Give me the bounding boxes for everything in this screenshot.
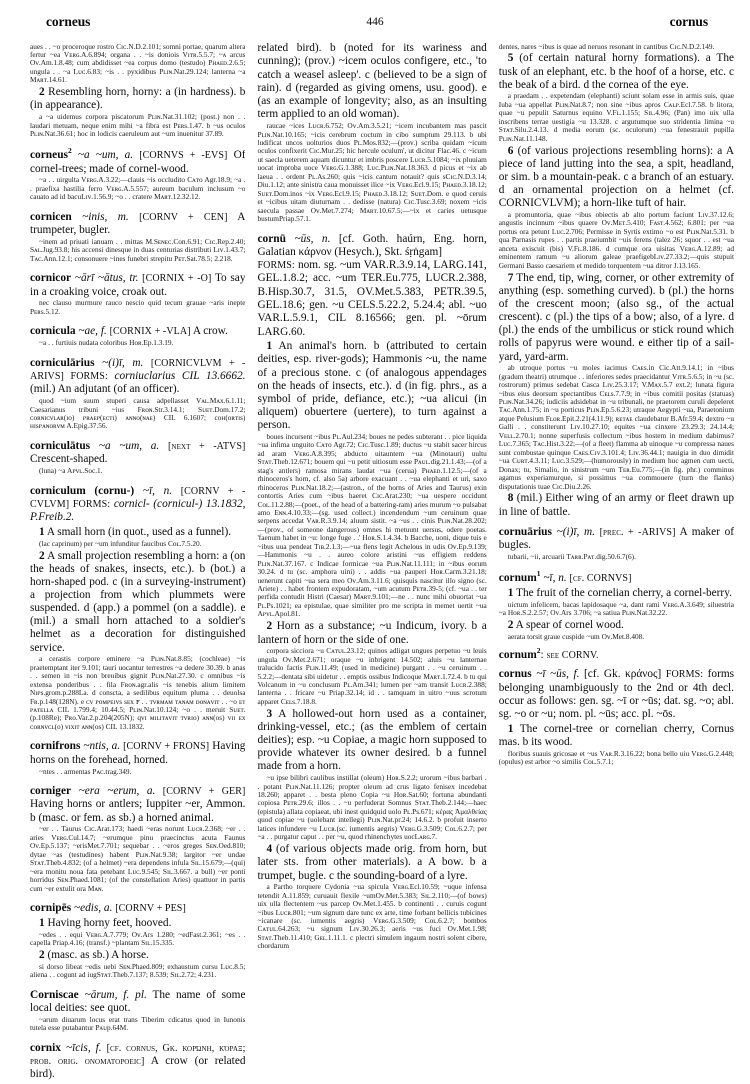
headword: cornicula (30, 325, 76, 338)
citation-block: a promuntoria, quae ~ibus obiectis ab alto portum faciunt Lɪᴠ.37.12.6; angustis incinnum ~ibus quaere Oᴠ.Mᴇᴛ.5.410; Fᴀsᴛ.4.562; 6.801; per ~ua portus ora petunt Lᴜᴄ.2.706; Permisse in Syrtis extimo ~o est Pʟɪɴ.Nat.5.31. b qua Parnasis rupes . . partis praeiumbit ~uis ferens (talez 26; squor . . est ~ua anceta exiscuit (bis) V.Fʟ.8.186. d cumque ora uisitas Vᴇʀɢ.A.12.89; ad eminentem ramum ~u aliorum galeae praefigebLɪᴠ.27.33.2;—quis stupuit Germani Basso caesariem et medido torquentem ~ua ditror J.13.165. (498, 209, 734, 270)
forms-label: FORMS: (72, 498, 111, 510)
sense-gloss: A small projection resembling a horn: a (on the heads of snakes, insects, etc.). b (bot.) a horn-shaped pod. c (in a surveying-instrument) a projection from which plummets were suspended. d (app.) a pommel (on a saddle). e (mil.) a small horn attached to a soldier's helmet as a decoration for distinguished service. (30, 549, 246, 654)
citation-block: boues incursent ~ibus Pʟ.Aul.234; boues ne pedes subterant . . pice liquida ~ua infima unguito Cᴀᴛᴏ Agr.72; Cɪᴄ.Tusc.1.89; ductus ~u stabit sacer hircus ad aram Vᴇʀɢ.A.8.395; abducto uitauntem ~ua (Minotauri) uultu Sᴛᴀᴛ.Theb.12.671; bouem qui ~u petit uitiosum esse Pᴀᴜʟ.dig.21.1.43;—(of a stag's antlers) ramosa mirans laudat ~ua (cerua) Pʜᴀᴇᴅ.1.12.5;—(of a rhinoceros's horn, cf. also 5a) arbore exacuant . . ~ua elephanti et uri, saxo rhinoceros Pʟɪɴ.Nat.18.2;—(astron., of the horns of Aries and Taurus) exin contortis Aries cum ~ibus haeret Cɪᴄ.Arat.230; ~ua uespere occidunt Cᴏʟ.11.2.88;—(poet., of the head of a battering-ram) aries murum ~o pulsabat amo Eɴɴ.4.10.33;—(sg. used collect.) incendendum ~um ceruinum quae serpens accedat Vᴀʀ.R.3.9.14; aluum sistit. ~a ~us . . cinis Pʟɪɴ.Nat.28.202;—(prov., of someone dangerous) omnes hi metuunt uersus, odere poetas. 'faenum habet in ~u: longe fuge . .' Hᴏʀ.S.1.4.34. b Bacche, uoni, dique tuis e ~ibus uua pendeat Tɪʙ.2.1.3;—~ua flens legit Achelous in udis Oᴠ.Ep.9.139;—Hammonis ~u . . aureo colore aristini ~us effigiem reddens Pʟɪɴ.Nat.37.167. c Indicae formicae ~ua Pʟɪɴ.Nat.11.111; in ~ibus eorum 30.24. d tu (sc. amphora uini) . . addis ~ua pauperi Hᴏʀ.Carm.3.21.18; uenerunt capiti ~ua sera meo Oᴠ.Am.3.11.6; quisquis nascitur illo signo (sc. Ariete) . . habet frontem expudoratam, ~um acutum Pᴇᴛʀ.39-5; (cf. ~ua . . ter perfida contudit Histri (Caesar) Mᴀʀᴛ.9.101;—ne . . nunc mihi obuortat ~ua Pʟ.Ps.1021; ea epistulae, quae similiter pro me scripta in memet uertit ~ua Aᴘᴠʟ.Apol.81. (257, 431, 487, 619)
sense-gloss: The fruit of the cornelian cherry, a cornel-berry. (516, 587, 732, 600)
citation-block: raucae ~ices Lᴜᴄʀ.6.752; Oᴠ.Am.3.5.21; ~icem incubantem mas pascit Pʟɪɴ.Nat.10.165; ~icis cerebrum coctum in cibo sumptum 29.113. b ubi ludificat uncos uolturios duos Pʟ.Mos.832;—(prov.) scriba quidam ~icum oculos confixerit Cɪᴄ.Mur.25; hic hercule oculum', ut dicitur Flac.46. c ~icum ut saecla ueterem aquam dicuntur et imbris poscere Lᴜᴄʀ.5.1084; ~ix pluuiam uocat improba uoce Vᴇʀɢ.G.1.388; Lᴜᴄ.Pʟɪɴ.Nat.18.363. d picus et ~ix ab laeua . . ordent Pʟ.As.260; quis ~icis cantum notauit? quis sCɪᴄ.N.D.3.14; Diu.1.12; ante sinistra caua monuisset ilice ~ix Vᴇʀɢ.Ecl.9.15; Pʜᴀᴇᴅ.3.18.12; Sᴜᴇᴛ.Dom.inos ~ix Vᴇʀɢ.Ecl.9.15; Pʜᴀᴇᴅ.3.18.12; Sᴜᴇᴛ.Dom. e quod ceruis et ~icibus uitam diuturnam . . dedisse (natura) Cɪᴄ.Tusc.3.69; noxem ~icis saecula passae Oᴠ.Met.7.274; Mᴀʀᴛ.10.67.5;—~ix et caries uetusque bustumPriap.57.1. (257, 121, 487, 224)
forms-label: FORMS: (665, 669, 704, 681)
definition: Of cornel-trees; made of cornel-wood. (30, 149, 246, 175)
sense-gloss: An animal's horn. b (attributed to certain deities, esp. river-gods); Hammonis ~u, the name of a precious stone. c (of analogous appendages on the heads of insects, etc.). d (in fig. phrs., as a symbol of pride, defiance, etc.); ~ua alicui (in aliquem) obuertere (uertere), to turn against a person. (257, 340, 487, 432)
sense-gloss: The cornel-tree or cornelian cherry, Cornus mas. b its wood. (498, 723, 734, 749)
headword: cornix (30, 1041, 62, 1054)
headword: corneus$^2$ (30, 146, 72, 162)
citation-block: a praedam . . expetendam (elephanti) sciunt solam esse in armis suis, quae Iuba ~ua appellat Pʟɪɴ.Nat.8.7; non sine ~ibus apros Cᴀʟᴘ.Ecl.7.58. b litora, quae ~u pepulit Saturnus equino V.Fʟ.1.155; Sɪʟ.4.96; (Pan) imo uix ulla inscribens terrae uestigia ~u 13.328. c argutumque suo stridentia limina ~u Sᴛᴀᴛ.Silu.2.4.13. d media eorum (sc. oculorum) ~ua fenestrauit pupilla Pʟɪɴ.Nat.11.148. (498, 91, 734, 143)
sense-text (257, 843, 486, 882)
sense-text (499, 52, 734, 91)
entry-corniculatus (30, 440, 245, 476)
etymology: [CORNV + PES] (115, 903, 186, 915)
headword: corniculārius (30, 356, 95, 369)
forms-note: forms belonging unambiguously to the 2nd or 4th decl. occur as follows: gen. sg. ~ī or ~ūs; dat. sg. ~o; abl. sg. ~o or ~u; nom. pl. ~ūs; acc. pl. ~ōs. (498, 668, 734, 721)
running-head (16, 14, 734, 36)
sense-gloss: Having horny feet, hooved. (47, 916, 172, 929)
continued-definition: related bird). b (noted for its wariness and cunning); (prov.) ~icem oculos configere, etc., 'to catch a weasel asleep'. c (believed to be a sign of rain). d (regarded as giving omens, usu. good). e (as an example of longevity; also, as an insulting term applied to an old woman). (257, 42, 487, 121)
sense-gloss: A small horn (in quot., used as a funnel). (46, 525, 232, 538)
entry-cornifrons (30, 740, 245, 776)
etymology: [CORNV + GER] (162, 785, 246, 797)
sense-number: 1 (39, 916, 45, 929)
sense-text (499, 272, 734, 364)
entry-cornum-1 (499, 570, 734, 641)
definition: A crow. (192, 325, 228, 338)
etymology: [CORNIX + -VLA] (109, 326, 191, 338)
citation-block: ab utroque portus ~u moles iacimus Cᴀᴇs.in Cic.Att.9.14.1; in ~ibus (gradum theatri) utrumque . . inferiores sedes praecidantur Vɪᴛʀ.5.6.5; in ~u (sc. rostrorum) primus sedebat Casca Lɪᴠ.25.3.17; V.Mᴀx.5.7 ext.2; lunata figura ~ibus eius deorsum spectantibus Cᴇʟs.7.7.9; in ~ibus comitii positas (statuas) Pʟɪɴ.Nat.34.26; iudiciis adsidebat in ~u tribunali, ne praetorem curuli depeleret Tᴀᴄ.Ann.1.75; in ~u porticus Pʟɪɴ.Ep.5.6.23; utraque Aegypti ~ua, Paraetonium atque Pelusium Fʟᴏʀ.Epit.2.21(4.11.9); ʀᴇᴛᴀᴇ claudebatur B.Afr.59.4; dextro ~u Galli . . constiterunt Lɪᴠ.10.27.10; equites ~ua cinxere 23.29.3; 24.14.4; Vᴇʟʟ.2.70.1; nonne superfusis collectum ~ibus hostem in medium dabimus? Lᴜᴄ.7.365; Tᴀᴄ.Hist.3.22;—(of a fleet) flamma ab uinoque ~u compressa naues sunt combustae quinque Cᴀᴇs.Cɪᴠ.3.101.4; Lɪᴠ.36.44.1; nauigia in duo dimidit ~ua Cᴜʀᴛ.4.3.11; Lᴜᴄ.3.529;—(humorously) in medium huc agmen cum uecti, Donax; tu, Simalio, in sinistrum ~um Tᴇʀ.Eu.775;—(in fig. phr.) comminus agamus experiamurque, si possimus ~ua commouere (turn the flanks) disputationis tuae Cɪᴄ.Diu.2.26. (498, 363, 734, 491)
headword: corniger (30, 784, 72, 797)
headword-superscript: 1 (536, 569, 541, 579)
citation-block: ~edes . . equi Vᴇʀɢ.A.7.779; Oᴠ.Ars 1.280; ~edFast.2.361; ~es . . capella Priap.4.16; (transf.) ~plantam Sɪʟ.15.335. (30, 929, 246, 948)
citation-block: ~arum diuarum locus erat trans Tiberim cdicatus quod in Iunonis tutela esse putabantur Pᴀᴜp.64M. (30, 1014, 246, 1033)
running-head-left: corneus (46, 14, 91, 29)
sense-text (30, 86, 245, 112)
citation-block: si dorso libeat ~edis uebi Sᴇɴ.Phaed.809; exhaustum cursu Lᴜᴄ.8.5; aliena . . cogunt ad iugSᴛᴀᴛ.Theb.7.137; 8.539; Sɪʟ.2.72; 4.231. (30, 961, 246, 980)
citation-block: ~a . . uirgulta Vᴇʀɢ.A.3.22;—clauis ~is occludito Cᴀᴛᴏ Agr.18.9; ~a . . praefixa hastilia ferro Vᴇʀɢ.A.5.557; aureum baculum inclusum ~o cauato ad id bacuLɪᴠ.1.56.9; ~o . . cratere Mᴀʀᴛ.12.32.12. (30, 175, 246, 202)
inflection: ~(i)ī, m. (556, 525, 595, 538)
citation-block: uictum infelicem, bacas lapidosaque ~a, dant rami Vᴇʀɢ.A.3.649; siluestria ~a Hᴏʀ.S.2.2.57; Oᴠ.Ars 3.706; ~a satiua Pʟɪɴ.Nat.32.22. (498, 599, 734, 618)
column-2 (257, 42, 486, 953)
inflection: ~ī, n. (142, 484, 173, 497)
sense-number: 7 (507, 271, 514, 284)
sense-number: 2 (39, 549, 45, 562)
entry-cornum-2: cornum$^2$: see CORNV. (498, 646, 599, 662)
etymology: [cf. cornus, Gk. κορώνη, κόραξ; prob. orig. onomatopoeic] (30, 1042, 246, 1067)
column-container (16, 42, 734, 1081)
etymology: [cf. Gk. κράνος] (584, 668, 662, 681)
page-number: 446 (366, 16, 384, 28)
headword: cornifrons (30, 740, 81, 753)
sense-number: 3 (266, 707, 273, 720)
forms-note: corniuclarius CIL 13.6662. (114, 370, 246, 383)
inflection: ~īcis, f. (66, 1041, 102, 1054)
inflection: ~era ~erum, a. (78, 784, 156, 797)
citation-block: a cerastis corpore eminere ~a Pʟɪɴ.Nat.8.85; (cochleae) ~is praetemptant iter 9.101; tauri uocantur terrestres ~a dedere 30.39. b anas . . semen in ~is non breuibus gignit Pʟɪɴ.Nat.27.30. c omnibus ~is extensa ponderibus . . fila Fʀᴏɴ.agr.alis ~is tenebis alium limitem Nɪᴘs.grom.p.288La. d conscta, a sedilibus equitum pluma . . deuolsa Fʀ.p.148(128N). e ᴄᴠ ᴘᴏᴍᴘᴇɪᴠs sᴇx ꜰ . . ᴛᴠʀᴍᴀᴍ ᴛᴀɴᴀᴍ ᴅᴏɴᴀᴠɪᴛ . . ~ᴏ ᴇᴛ ᴘᴀᴛᴇʟʟᴀ CIL 1.799.4; 10.44.5; Pʟɪɴ.Nat.10.124; ~o . . meruit Sᴜᴇᴛ.(p.108Re); Pʀᴏ.Var.2.p.204(205N); qvɪ ᴍɪʟɪᴛᴀᴠɪᴛ ᴛᴠʀɪᴏ) ᴀɴɴ(ᴏs) ᴠɪɪ ᴇx ᴄᴏʀɴᴠᴄʟ(ᴏ) ᴠɪxɪᴛ ᴀɴɴ(ᴏs) CIL 13.1832. (30, 654, 246, 731)
inflection: ~a ~um, a. (77, 149, 134, 162)
citation-block: ~u ipse bilibri caulibus instillat (oleum) Hᴏʀ.S.2.2; urorum ~ibus barbari . . potant Pʟɪɴ.Nat.11.126; propter oleum ad crus ligato fenisex incedebat 18.260; apparet . . besta pleno Copia ~u Hᴏʀ.Sat.60; fortuna abundanti copiosa Pᴇᴛʀ.29.6; illos . . ~u perfuderat Somnus Sᴛᴀᴛ.Theb.2.144;—haec (epistula) allata copiaeat, ubi inest quidquid uolo Pʟ.Ps.671; κέρας Ἀμαλθείας quod copiae ~u (uolebant intellegi) Pʟɪɴ.Nat.pr.24; 14.6.2. b profuit inserto latices infundere ~u Lᴜᴄʀ.(sc. iumentis aegris) Vᴇʀɢ.G.3.509; Cᴏʟ.6.2.7; per ~a . . purgatur caput . . per ~u, quod rhinenchytes uocLᴀʀɢ.7. (257, 773, 487, 842)
sense-text (257, 620, 486, 646)
definition: The name of some local deities: see quot. (30, 988, 246, 1014)
sense-gloss: The end, tip, wing, corner, or other extremity of anything (esp. something curved). b (pl.) the horns of the crescent moon; (also sg., of the actual crescent). c (pl.) the tips of a bow; also, of a lyre. d (pl.) the ends of the umbilicus or stick round which rolls of papyrus were wound. e either tip of a sail-yard, yard-arm. (498, 271, 734, 363)
headword: cornū (257, 232, 286, 245)
entry-cornicula (30, 325, 245, 347)
sense-number: 1 (266, 340, 273, 353)
headword: cornum$^2$ (498, 646, 541, 662)
inflection: ~ārum, f. pl. (84, 988, 147, 1001)
sense-number: 8 (507, 492, 514, 505)
column-1 (16, 42, 245, 1084)
etymology: [CORNV + FRONS] (123, 741, 210, 753)
sense-number: 2 (266, 620, 273, 633)
sense-gloss: (mil.) Either wing of an army or fleet drawn up in line of battle. (498, 492, 734, 518)
inflection: ~edis, a. (73, 902, 113, 915)
sense-number: 1 (507, 723, 514, 736)
definition: Crescent-shaped. (30, 453, 108, 466)
inflection: ~ī ~ūs, f. (536, 668, 580, 681)
citation-block: ~ntes . . armentas Pᴀᴄ.trag.349. (39, 766, 132, 776)
headword: corniculum (cornu-) (30, 484, 135, 497)
inflection: ~ūs, n. (294, 232, 331, 245)
sense-text (257, 340, 486, 432)
sense-text (30, 917, 245, 930)
inflection: ~(i)ī, m. (102, 356, 144, 369)
sense-gloss: (of various projections resembling horns): a A piece of land jutting into the sea, a spit, headland, or sim. b a mountain-peak. c a branch of an estuary. d an ornamental projection on a helmet (cf. CORNICVLVM); a horn-like tuft of hair. (498, 144, 734, 210)
headword: cornus (498, 668, 532, 681)
entry-cornuarius (499, 526, 734, 562)
sense-gloss: (masc. as sb.) A horse. (47, 948, 149, 961)
citation-block: aerata torsit graue cuspide ~um Oᴠ.Met.8.408. (507, 631, 645, 641)
sense-text (499, 723, 734, 749)
etymology: [CORNV + -CVLVM] (30, 485, 246, 510)
sense-number: 2 (39, 948, 45, 961)
citation-block: quod ~ium suum stuperi causa adpellasset Vᴀʟ.Mᴀx.6.1.11; Caesarianus tribuni ~ius Fʀᴏɴ.Str.3.14.1; Sᴜᴇᴛ.Dom.17.2; ᴄᴏʀɴɪᴄᴠʟᴀʀ(ɪᴏ) ᴘʀᴀᴇᴘ(ᴇᴄᴛɪ) ᴀɴɴᴏ(ɴᴀᴇ) CIL 6.1607; coʜ(ᴏʀᴛɪs) ʜɪsᴘᴀɴᴏʀᴠᴍ A.Epig.37.56. (30, 396, 246, 431)
sense-text (499, 619, 734, 632)
sense-gloss: (of various objects made orig. from horn, but later sts. from other materials). a A bow. b a trumpet, bugle. c the sounding-board of a lyre. (257, 843, 487, 882)
etymology: [prec. + -ARIVS] (599, 526, 676, 538)
entry-corneus2 (30, 147, 245, 201)
etymology: [cf. CORNVS] (569, 573, 632, 585)
definition: A crow (or related bird). (30, 1055, 246, 1081)
headword: cornum$^1$ (498, 569, 541, 585)
inflection: ~ārī ~ātus, tr. (74, 272, 139, 285)
citation-block: floribus suauis gricosae et ~us Vᴀʀ.R.3.16.22; bona bello uiu Vᴇʀɢ.G.2.448; (opulus) est arbor ~o similis Cᴏʟ.5.7.1; (498, 748, 734, 767)
definition: Having horns or antlers; Iuppiter ~er, Ammon. b (masc. or fem. as sb.) a horned animal. (30, 798, 246, 824)
forms-label: FORMS: (70, 371, 108, 383)
sense-gloss: A spear of cornel wood. (515, 619, 624, 632)
column-3 (499, 42, 734, 769)
sense-number: 1 (507, 587, 514, 600)
citation-block: (luna) ~a Aᴘᴠʟ.Soc.1. (39, 466, 103, 476)
forms-label: FORMS: (257, 260, 295, 272)
headword: Corniscae (30, 988, 79, 1001)
citation-block: corpora sicciora ~u Cᴀᴛᴜʟ.23.12; quinos adligat ungues perpetuo ~u leuis ungula Oᴠ.Met.2.671; oraque ~u inbrigent 14.502; aluis ~u lanternae tralucido factis Pʟɪɴ.11.49; (used in medicine) purgant . . ~u ceruinum . . 5.2.2;—dentata sibi uidetur . . emptis ossibus Indicoque Mᴀʀᴛ.1.72.4. b tu qui Volcanum in ~u conclusum Pʟ.Am.341; lumen per ~am transit Lᴜᴄʀ.2.388; lanterna . . fricare ~u Priap.32.14; id . . tamquam in uitro ~uus scrotum apparet Cᴇʟs.7.18.8. (257, 646, 487, 706)
inflection: ~ae, f. (78, 325, 107, 338)
definition: A trumpeter, bugler. (30, 210, 246, 237)
sense-gloss: (of certain natural horny formations). a The tusk of an elephant, etc. b the hoof of a horse, etc. c the beak of a bird. d the cornea of the eye. (498, 52, 734, 91)
sense-number: 6 (507, 144, 514, 157)
citation-block: (lac caprinum) per ~um infunditur faucibus Cᴏʟ.7.5.20. (39, 538, 202, 548)
definition: A maker of bugles. (498, 525, 734, 552)
definition: Having horns on the forehead, horned. (30, 740, 246, 766)
etymology: [CORNICVLVM + -ARIVS] (30, 357, 246, 383)
forms-note: cornicl- (cornicul-) 13.1832, P.Freib.2. (30, 497, 246, 524)
entry-cornix-continued (257, 42, 486, 224)
headword: cornicen (30, 210, 72, 223)
etymology: [CORNIX + -O] (142, 273, 212, 285)
headword: cornipēs (30, 902, 72, 915)
headword: corniculātus (30, 439, 91, 452)
inflection: ~a ~um, a. (98, 439, 160, 452)
sense-text (30, 526, 245, 539)
citation-block: ~a . . furtiuis nudata coloribus Hᴏʀ.Ep.1.3.19. (39, 338, 174, 348)
sense-number: 1 (39, 525, 45, 538)
entry-cornix (30, 1042, 245, 1082)
etymology: [CORNV + CEN] (139, 211, 228, 223)
headword: cornuārius (498, 525, 552, 538)
inflection: ~ntis, a. (83, 740, 121, 753)
entry-cornus (499, 668, 734, 766)
entry-cornicor (30, 272, 245, 316)
sense-text (499, 145, 734, 211)
sense-number: 2 (39, 86, 45, 99)
sense-gloss: A hollowed-out horn used as a container, drinking-vessel, etc.; (as the emblem of certain deities); esp. ~u Copiae, a magic horn supposed to provide whatever its owner desired. b a funnel made from a horn. (257, 707, 487, 773)
sense-text (499, 492, 734, 518)
forms-note: nom. sg. ~um VAR.R.3.9.14, LARG.141, GEL.1.8.2; acc. ~um TER.Eu.775, LUCR.2.388, B.Hisp.30.7, 31.5, OV.Met.5.383, PETR.39.5, GEL.18.6; gen. ~u CELS.5.22.2, 5.24.4; abl. ~uo VAR.L.5.9.1, CIL 8.16566; gen. pl. ~ōrum LARG.60. (257, 259, 487, 338)
citation-block: ~er . . Taurus Cɪᴄ.Arat.173; haedi ~eras norunt Lᴜᴄʀ.2.368; ~er . . aries Vᴇʀɢ.Cul.14.7; ~erumque pinu praecinctus acuta Faunus Oᴠ.Ep.5.137; ~erisMet.7.701; sequebar . . ~eros greges Sᴇɴ.Oed.810; dytae ~as (testudines) habent Pʟɪɴ.Nat.9.38; largitor ~er undae Sᴛᴀᴛ.Theb.4.832; (of a helmet) ~era dependens infula Sɪʟ.15.679;—(qui) ~era monitu noua fata petebant Lᴜᴄ.9.545; Sɪʟ.3.667. a bull) ~er ponti horridus Sᴇɴ.Phaed.1081; (of the constellation Aries) quattuor in partis cum ~er extulit ora Mᴀɴ. (30, 824, 246, 893)
entry-corniscae (30, 989, 245, 1033)
definition: To say in a croaking voice, croak out. (30, 272, 246, 298)
entry-corniculum (30, 485, 245, 732)
entry-corniculaarius (30, 357, 245, 431)
sense-text (499, 587, 734, 600)
inflection: ~ī, n. (543, 572, 567, 585)
sense-text (30, 550, 245, 655)
sense-text (30, 949, 245, 962)
entry-corniger (30, 785, 245, 893)
definition: (mil.) An adjutant (of an officer). (30, 383, 180, 396)
sense-gloss: Horn as a substance; ~u Indicum, ivory. b a lantern of horn or the side of one. (257, 620, 487, 646)
citation-block: a ~a uidemus corpora piscatorum Pʟɪɴ.Nat.31.102; (post.) non . . laudari metuam, neque enim mihi ~a fibra est Pᴇʀs.1.47. b ~us oculos Pʟɪɴ.Nat.36.61; hoc in lodicis caeruleum aut ~um inuenitur 37.89. (30, 112, 246, 138)
etymology: [cf. Goth. haúrn, Eng. horn, Galatian κάρνον (Hesych.), Skt. śṛṅgam] (257, 232, 487, 258)
entry-cornipes (30, 902, 245, 980)
inflection: ~inis, m. (82, 210, 129, 223)
headword: cornicor (30, 272, 72, 285)
entry-cornicen (30, 211, 245, 264)
sense-gloss: Resembling horn, horny: a (in hardness). b (in appearance). (30, 86, 246, 112)
entry-cornu (257, 233, 486, 951)
citation-block: aues . . ~o proceroque rostro Cɪᴄ.N.D.2.101; somni portae, quarum altera fertur ~ea Vᴇʀɢ.A.6.894; organa . . ~is doniois Vɪᴛʀ.5.5.7; ~ᴀ arcus Oᴠ.Am.1.8.48; cum abdidisset ~ea corpus domo (testudo) Pʜᴀᴇᴅ.2.6.5; ungula . . ~a Lᴜᴄ.6.83; ~is . . pyxidibus Pʟɪɴ.Nat.29.124; lanterna ~a Mᴀʀᴛ.14.61. (30, 42, 246, 85)
cross-reference: see CORNV. (546, 650, 599, 662)
sense-block (30, 86, 245, 138)
sense-number: 5 (507, 52, 514, 65)
etymology: [CORNVS + -EVS] (139, 150, 228, 162)
citation-block: dentes, nares ~ibus is quae ad neruos resonant in cantibus Cɪᴄ.N.D.2.149. (498, 42, 715, 51)
sense-number: 2 (507, 619, 514, 632)
citation-block: a Partho torquere Cydonia ~ua spicula Vᴇʀɢ.Ecl.10.59; ~uque infensa tetendit A.11.859; curuauit flexile ~umOv.Met.5.383; Sɪʟ.2.110;—(of bows) uix ulla flectentem ~us parcep Oᴠ.Met.1.455. b continenti . . curuis cogunt ~ibus Lᴜᴄʀ.801; ~um signum dare tunc ex arte, time forbant bellicis tubicines ~icanare (sc. iumentis aegris) Vᴇʀɢ.G.3.509; Cᴏʟ.6.2.7; bombos Cᴀᴛᴜʟ.64.263; ~u signum Lɪᴠ.30.26.3; aeris ~us fuci Oᴠ.Met.1.98; Sᴛᴀᴛ.Theb.11.410; Gᴇʟ.1.11.1. c plectri simulem ingaum nostri solent cibere, chordarum (257, 882, 487, 951)
citation-block: nec clauso murmure rauco nescio quid tecum grauae ~aris inepte Pᴇʀs.5.12. (30, 298, 246, 316)
etymology: [next + -ATVS] (167, 440, 246, 452)
sense-number: 4 (266, 843, 273, 856)
running-head-right: cornus (669, 14, 708, 29)
citation-block: ~inem ad priuati ianuam . . mittas M.Sᴇɴᴇᴄ.Con.6.91; Cɪᴄ.Rep.2.40; Sᴀʟ.Jug.93.8; his accensi dinesque in duas centurias distributi Lɪᴠ.1.43.7; Tᴀᴄ.Ann.12.1; consonuere ~ines funebri strepitu Pᴇᴛ.Sat.78.5; 2.218. (30, 236, 246, 263)
sense-text (257, 708, 486, 774)
headword-superscript: 2 (536, 646, 541, 656)
headword-superscript: 2 (67, 146, 72, 156)
citation-block: tubarii, ~ii, arcuarii Tᴀʀʀ.Pᴀᴛ.dig.50.6.7(6). (507, 551, 636, 561)
